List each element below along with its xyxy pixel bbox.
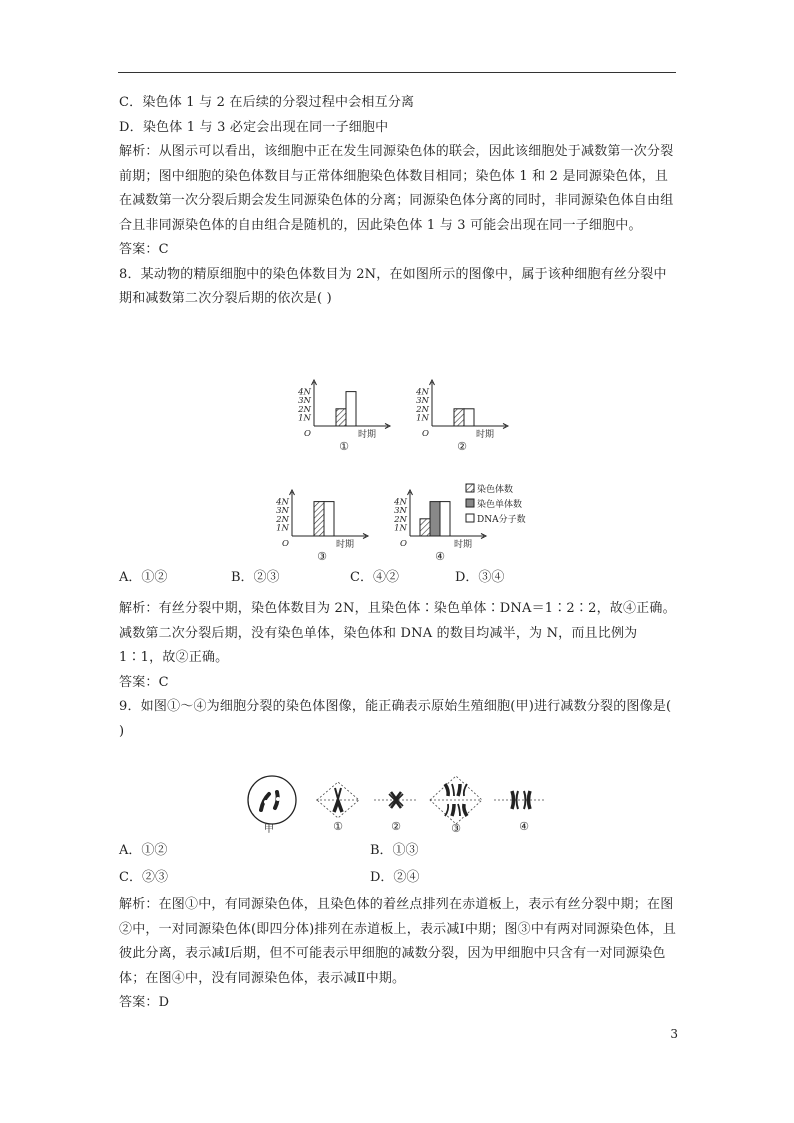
y-tick-label: 4N — [416, 387, 429, 398]
legend-swatch — [466, 484, 474, 492]
y-tick-label: 4N — [394, 497, 407, 508]
q8-stem: 8．某动物的精原细胞中的染色体数目为 2N，在如图所示的图像中，属于该种细胞有丝分裂中期和减数第二次分裂后期的依次是( ) — [119, 266, 667, 306]
label-3: ③ — [451, 822, 461, 834]
label-2: ② — [391, 820, 401, 833]
y-tick-label: 3N — [394, 506, 407, 517]
origin-label: O — [282, 539, 289, 549]
bar-3 — [440, 502, 450, 536]
y-tick-label: 1N — [298, 413, 311, 424]
y-tick-label: 2N — [394, 514, 407, 525]
y-tick-label: 1N — [416, 413, 429, 424]
bar-2 — [346, 392, 356, 426]
y-tick-label: 1N — [276, 523, 289, 534]
origin-label: O — [422, 429, 429, 439]
q9-options-row1 — [119, 839, 677, 863]
q8-option-a: A．①② — [119, 570, 168, 585]
q7-option-c: C．染色体 1 与 2 在后续的分裂过程中会相互分离 — [119, 95, 415, 110]
q9-analysis-block — [119, 893, 677, 1016]
chart-caption: ④ — [435, 550, 445, 563]
y-tick-label: 3N — [298, 396, 311, 407]
chart-caption: ① — [339, 440, 349, 453]
label-4: ④ — [519, 820, 529, 833]
x-axis-label: 时期 — [358, 430, 377, 440]
q9-option-b: B．①③ — [370, 843, 419, 858]
q9-figure — [242, 772, 552, 838]
bar-1 — [420, 519, 430, 536]
q8-option-b: B．②③ — [231, 570, 280, 585]
q7-answer: 答案：C — [119, 242, 169, 257]
q9-options-row2 — [119, 866, 677, 890]
bar-2 — [430, 502, 440, 536]
label-1: ① — [333, 820, 343, 833]
q8-answer: 答案：C — [119, 674, 169, 690]
y-tick-label: 1N — [394, 523, 407, 534]
q8-options — [119, 566, 677, 590]
q9-option-c: C．②③ — [119, 870, 168, 885]
y-tick-label: 3N — [416, 396, 429, 407]
cell-1 — [316, 782, 360, 818]
legend-label: 染色体数 — [477, 485, 514, 495]
bar-2 — [324, 502, 334, 536]
y-tick-label: 4N — [276, 497, 289, 508]
x-axis-label: 时期 — [476, 430, 495, 440]
bar-2 — [464, 409, 474, 426]
x-axis-label: 时期 — [336, 540, 355, 550]
q8-option-c: C．④② — [350, 570, 399, 585]
bar-1 — [336, 409, 346, 426]
label-jia: 甲 — [264, 824, 274, 834]
y-tick-label: 4N — [298, 387, 311, 398]
page-number: 3 — [670, 1027, 678, 1041]
header-rule — [118, 72, 676, 73]
cell-4 — [494, 791, 546, 809]
q8-option-d: D．③④ — [455, 570, 505, 585]
x-axis-label: 时期 — [454, 540, 473, 550]
bar-1 — [454, 409, 464, 426]
legend-swatch — [466, 499, 474, 507]
q7-analysis: 解析：从图示可以看出，该细胞中正在发生同源染色体的联会，因此该细胞处于减数第一次分裂前期；图中细胞的染色体数目与正常体细胞染色体数目相同；染色体 1 和 2 是同源染色体，且在减数第一次分裂后期会发生同源染色体的分离；同源染色体分离的同时，非同源染色体自由组合且非同源染色体的自由组合是随机的，因此染色体 1 与 3 可能会出现在同一子细胞中。 — [119, 144, 674, 233]
q9-analysis: 解析：在图①中，有同源染色体，且染色体的着丝点排列在赤道板上，表示有丝分裂中期；在图②中，一对同源染色体(即四分体)排列在赤道板上，表示减Ⅰ中期；图③中有两对同源染色体，且彼此分离，表示减Ⅰ后期，但不可能表示甲细胞的减数分裂，因为甲细胞中只含有一对同源染色体；在图④中，没有同源染色体，表示减Ⅱ中期。 — [119, 897, 677, 986]
y-tick-label: 2N — [416, 404, 429, 415]
q8-figure — [262, 372, 562, 576]
cell-3 — [430, 776, 482, 824]
y-tick-label: 2N — [276, 514, 289, 525]
bar-1 — [314, 502, 324, 536]
q8-bar-charts — [262, 372, 562, 572]
y-tick-label: 3N — [276, 506, 289, 517]
q8-analysis-line1: 解析：有丝分裂中期，染色体数目为 2N，且染色体∶染色单体∶DNA＝1∶2∶2，故④正确。 — [119, 601, 676, 616]
chart-caption: ② — [457, 440, 467, 453]
origin-label: O — [400, 539, 407, 549]
q9-option-a: A．①② — [119, 843, 168, 858]
cell-2 — [374, 792, 418, 808]
q9-chromosome-diagram — [242, 772, 552, 834]
q9-option-d: D．②④ — [370, 870, 420, 885]
q7-block — [119, 91, 677, 312]
legend-label: DNA分子数 — [477, 515, 526, 525]
legend-label: 染色单体数 — [477, 500, 523, 510]
q9-answer: 答案：D — [119, 995, 170, 1010]
chart-caption: ③ — [317, 550, 327, 563]
legend-swatch — [466, 514, 474, 522]
q7-option-d: D．染色体 1 与 3 必定会出现在同一子细胞中 — [119, 119, 389, 135]
q8-analysis-block — [119, 597, 677, 744]
q8-analysis-line2: 减数第二次分裂后期，没有染色单体，染色体和 DNA 的数目均减半，为 N，而且比例为 — [119, 625, 638, 641]
q9-stem: 9．如图①～④为细胞分裂的染色体图像，能正确表示原始生殖细胞(甲)进行减数分裂的图像是( ) — [119, 699, 672, 739]
cell-jia — [248, 776, 296, 824]
origin-label: O — [304, 429, 311, 439]
q8-analysis-line3: 1∶1，故②正确。 — [119, 650, 229, 665]
y-tick-label: 2N — [298, 404, 311, 415]
